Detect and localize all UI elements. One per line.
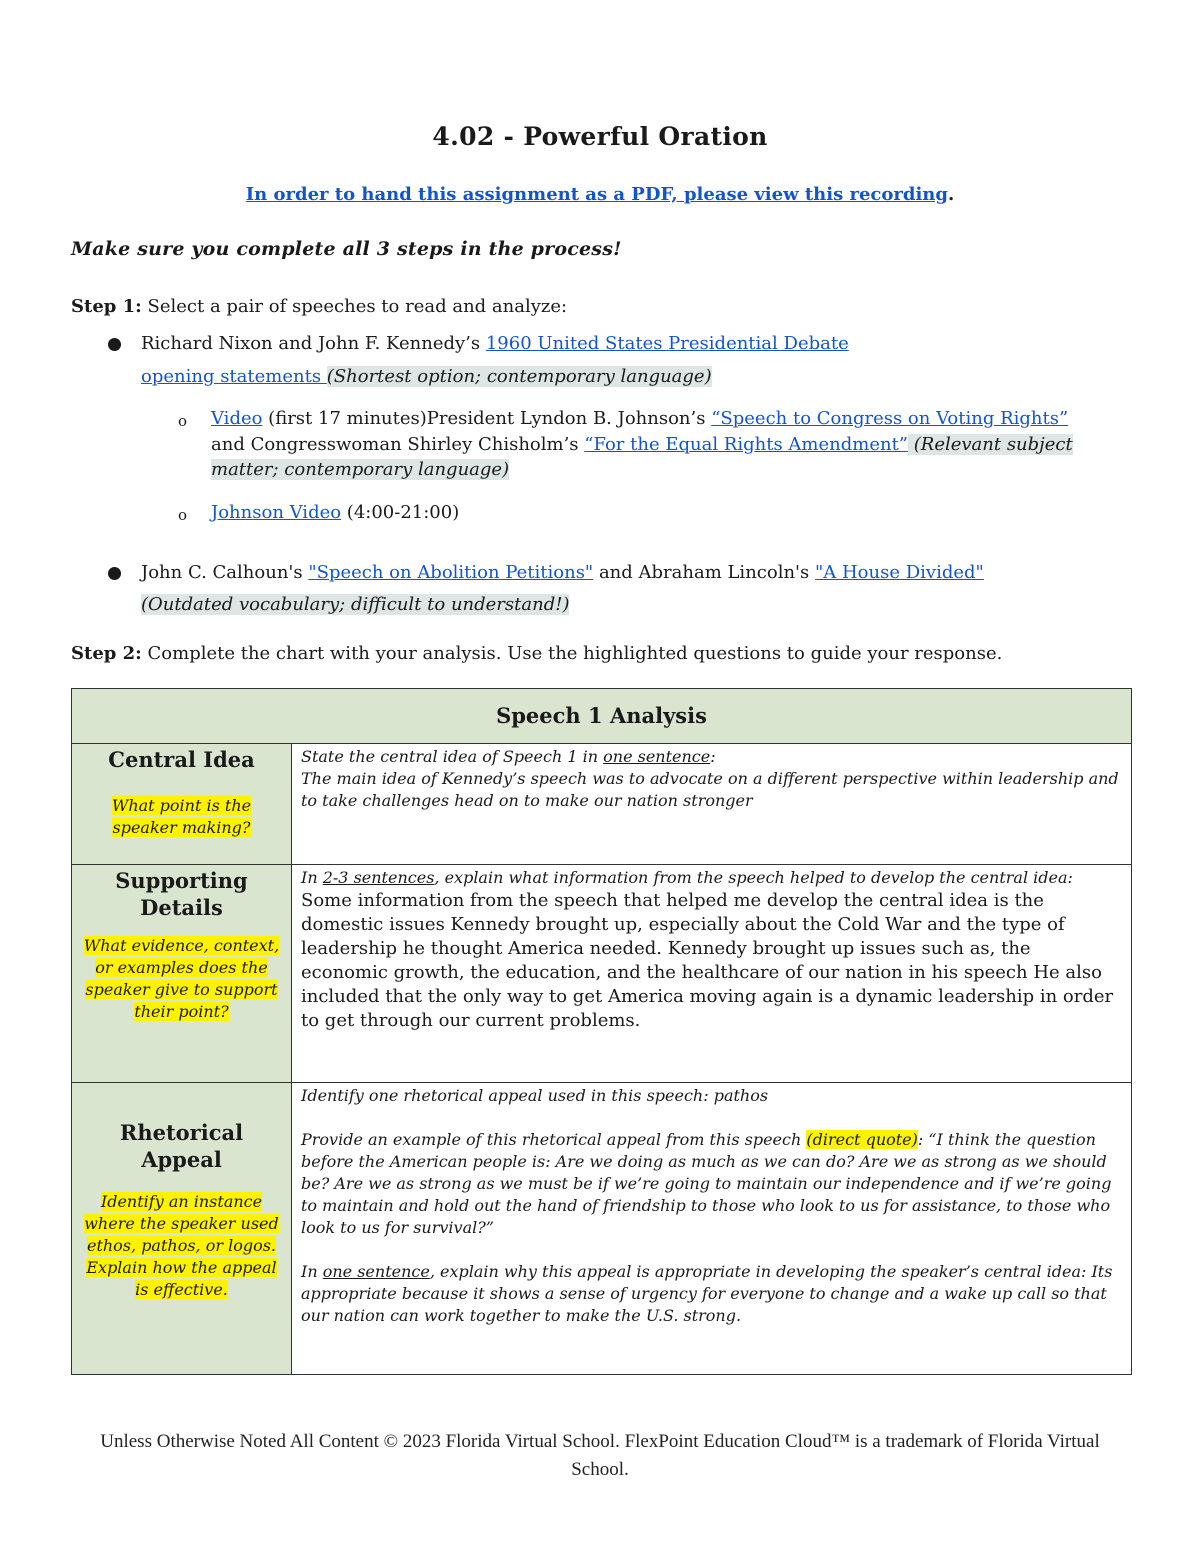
central-idea-question: What point is the speaker making? — [111, 796, 252, 837]
option1-note: (Shortest option; contemporary language) — [326, 366, 712, 387]
supporting-details-title: Supporting Details — [115, 868, 248, 920]
rhetorical-explanation: In one sentence, explain why this appeal is appropriate in developing the speaker’s central idea: Its appropriate because it shows a sense of urgency for everyone to change and a wake up call so that our nation can work together to make the U.S. strong. — [301, 1262, 1113, 1325]
sub1-line1 — [211, 406, 1068, 432]
step1-line — [71, 296, 567, 317]
sub1-line3 — [211, 457, 509, 483]
sub1-line2 — [211, 432, 1073, 458]
bullet-icon — [108, 567, 121, 580]
option1-line2 — [141, 360, 712, 393]
page-title: 4.02 - Powerful Oration — [432, 122, 768, 151]
house-divided-link[interactable]: "A House Divided" — [814, 562, 984, 583]
rhetorical-appeal-question: Identify an instance where the speaker used ethos, pathos, or logos. Explain how the appeal is effective. — [84, 1192, 279, 1299]
sub1-text1: (first 17 minutes)President Lyndon B. Johnson’s — [262, 408, 712, 429]
option2-note: (Outdated vocabulary; difficult to understand!) — [141, 594, 570, 615]
voting-rights-link[interactable]: “Speech to Congress on Voting Rights” — [711, 408, 1069, 429]
pdf-instruction-line — [0, 184, 1200, 205]
johnson-video-link[interactable]: Johnson Video — [211, 502, 342, 523]
option2-line1 — [141, 556, 984, 589]
supporting-details-question: What evidence, context, or examples does the speaker give to support their point? — [83, 936, 280, 1021]
option1-line1 — [141, 327, 849, 360]
rhetorical-appeal-title: Rhetorical Appeal — [119, 1120, 244, 1172]
central-idea-label-cell — [72, 744, 292, 865]
abolition-petitions-link[interactable]: "Speech on Abolition Petitions" — [308, 562, 594, 583]
debate-link[interactable]: 1960 United States Presidential Debate — [485, 333, 849, 354]
sub-bullet-icon: o — [178, 412, 188, 430]
supporting-details-answer: Some information from the speech that helped me develop the central idea is the domestic issues Kennedy brought up, especially about the Cold War and the type of leadership he thought America needed. Kennedy brought up issues such as, the economic growth, the education, and the healthcare of our nation in his speech He also included that the only way to get America moving again is a dynamic leadership in order to get through our current problems. — [301, 890, 1114, 1031]
copyright-footer: Unless Otherwise Noted All Content © 2023 Florida Virtual School. FlexPoint Education Cloud™ is a trademark of Florida Virtual School. — [100, 1431, 1100, 1480]
supporting-details-label-cell — [72, 865, 292, 1083]
option2-text1: John C. Calhoun's — [141, 562, 309, 583]
central-idea-answer: The main idea of Kennedy’s speech was to advocate on a different perspective within leadership and to take challenges head on to make our nation stronger — [301, 769, 1119, 810]
bullet-icon — [108, 338, 121, 351]
equal-rights-link[interactable]: “For the Equal Rights Amendment” — [584, 434, 909, 455]
sub2-line — [211, 500, 459, 526]
sub1-text2: and Congresswoman Shirley Chisholm’s — [211, 434, 585, 455]
video-link[interactable]: Video — [211, 408, 263, 429]
sub2-text: (4:00-21:00) — [341, 502, 460, 523]
debate-link-continued[interactable]: opening statements — [141, 366, 327, 387]
sub-bullet-icon: o — [178, 506, 188, 524]
option2-text2: and Abraham Lincoln's — [593, 562, 815, 583]
pdf-period: . — [947, 184, 955, 205]
step2-text: Complete the chart with your analysis. Use the highlighted questions to guide your response. — [141, 643, 1003, 664]
supporting-details-prompt: In 2-3 sentences, explain what information from the speech helped to develop the central idea: — [301, 868, 1073, 887]
reminder-text: Make sure you complete all 3 steps in the process! — [71, 238, 622, 260]
sub1-note-part1: (Relevant subject — [908, 434, 1073, 455]
step1-label: Step 1: — [71, 296, 142, 317]
option2-line2 — [141, 588, 569, 621]
central-idea-prompt: State the central idea of Speech 1 in one sentence: — [301, 747, 716, 766]
supporting-details-response[interactable] — [292, 865, 1132, 1083]
step2-label: Step 2: — [71, 643, 142, 664]
analysis-chart — [71, 688, 1132, 1375]
rhetorical-example: Provide an example of this rhetorical appeal from this speech (direct quote): “I think the question before the American people is: Are we doing as much as we can do? Are we as strong as we should be? Are we as strong as we must be if we’re going to maintain our independence and if we’re going to maintain and hold out the hand of friendship to those who look to us for assistance, to those who look to us for survival?” — [301, 1130, 1112, 1237]
central-idea-response[interactable] — [292, 744, 1132, 865]
pdf-recording-link[interactable]: In order to hand this assignment as a PDF, please view this recording — [245, 184, 948, 205]
step2-line — [71, 643, 1002, 664]
central-idea-title: Central Idea — [108, 747, 255, 772]
rhetorical-appeal-response[interactable] — [292, 1083, 1132, 1375]
rhetorical-appeal-label-cell — [72, 1083, 292, 1375]
chart-header: Speech 1 Analysis — [72, 689, 1132, 744]
sub1-note-part2: matter; contemporary language) — [211, 459, 510, 480]
step1-text: Select a pair of speeches to read and analyze: — [141, 296, 568, 317]
rhetorical-identify: Identify one rhetorical appeal used in this speech: pathos — [301, 1086, 769, 1105]
option1-text: Richard Nixon and John F. Kennedy’s — [141, 333, 486, 354]
